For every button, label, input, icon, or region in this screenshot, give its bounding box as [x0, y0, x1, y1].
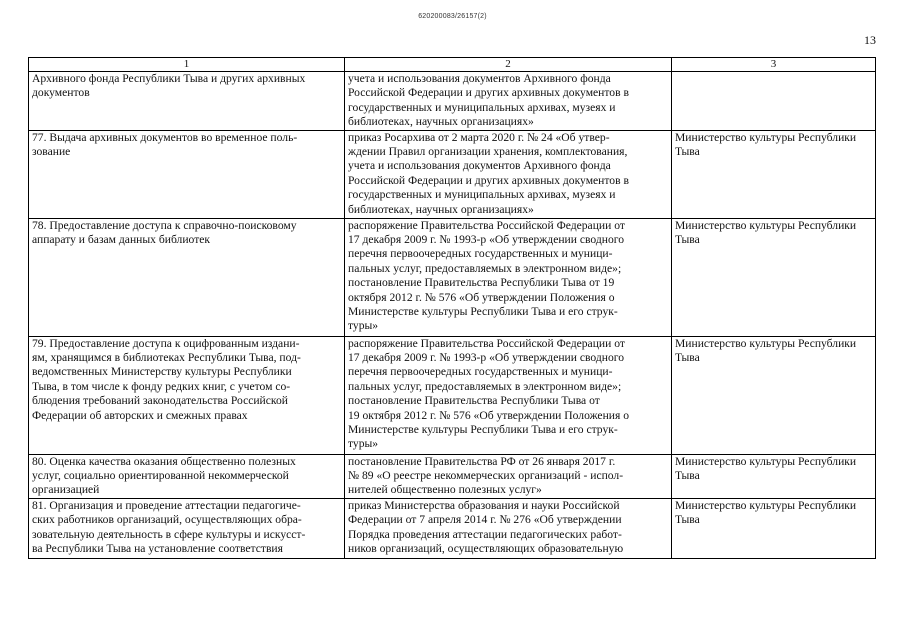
table-row	[29, 130, 876, 218]
service-cell	[29, 454, 345, 498]
service-text: 79. Предоставление доступа к оцифрованным издани- ям, хранящимся в библиотеках Республики Тыва, под- ведомственных Министерству культуры Республики Тыва, в том числе к фонду редких книг, с учетом со- блюдения требований законодательства Российской Федерации об авторских и смежных правах	[32, 336, 301, 422]
basis-cell	[345, 218, 672, 336]
table-row	[29, 336, 876, 454]
authority-text: Министерство культуры Республики Тыва	[675, 498, 857, 527]
basis-cell	[345, 336, 672, 454]
table-row	[29, 454, 876, 498]
service-text: 77. Выдача архивных документов во временное поль- зование	[32, 130, 298, 159]
document-code: 620200083/26157(2)	[418, 13, 487, 20]
authority-cell	[672, 218, 876, 336]
authority-cell	[672, 130, 876, 218]
basis-text: распоряжение Правительства Российской Федерации от 17 декабря 2009 г. № 1993-р «Об утверждении сводного перечня первоочередных государственных и муници- пальных услуг, предоставляемых в электронном виде»; постановление Правительства Республики Тыва от 19 октября 2012 г. № 576 «Об утверждении Положения о Министерстве культуры Республики Тыва и его струк- туры»	[348, 336, 630, 451]
column-header-2: 2	[345, 58, 672, 72]
basis-cell	[345, 454, 672, 498]
basis-text: приказ Росархива от 2 марта 2020 г. № 24 «Об утвер- ждении Правил организации хранения, комплектования, учета и использования документов Архивного фонда Российской Федерации и других архивных документов в государственных и муниципальных архивах, музеях и библиотеках, научных организациях»	[348, 130, 629, 216]
service-text: 78. Предоставление доступа к справочно-поисковому аппарату и базам данных библиотек	[32, 218, 297, 247]
service-text: 80. Оценка качества оказания общественно полезных услуг, социально ориентированной некоммерческой организацией	[32, 454, 296, 497]
basis-text: учета и использования документов Архивного фонда Российской Федерации и других архивных документов в государственных и муниципальных архивах, музеях и библиотеках, научных организациях»	[348, 72, 629, 129]
basis-cell	[345, 72, 672, 131]
service-cell	[29, 218, 345, 336]
basis-text: распоряжение Правительства Российской Федерации от 17 декабря 2009 г. № 1993-р «Об утверждении сводного перечня первоочередных государственных и муници- пальных услуг, предоставляемых в электронном виде»; постановление Правительства Республики Тыва от 19 октября 2012 г. № 576 «Об утверждении Положения о Министерстве культуры Республики Тыва и его струк- туры»	[348, 218, 625, 333]
page-number: 13	[864, 33, 876, 47]
service-text: Архивного фонда Республики Тыва и других архивных документов	[32, 72, 306, 100]
column-header-3: 3	[672, 58, 876, 72]
services-table	[28, 57, 876, 559]
table-header-row	[29, 58, 876, 72]
authority-cell	[672, 72, 876, 131]
basis-text: приказ Министерства образования и науки Российской Федерации от 7 апреля 2014 г. № 276 «Об утверждении Порядка проведения аттестации педагогических работ- ников организаций, осуществляющих образовательную	[348, 498, 624, 556]
service-cell	[29, 336, 345, 454]
authority-text: Министерство культуры Республики Тыва	[675, 130, 857, 159]
service-text: 81. Организация и проведение аттестации педагогиче- ских работников организаций, осуществляющих обра- зовательную деятельность в сфере культуры и искусст- ва Республики Тыва на установление соответствия	[32, 498, 306, 556]
service-cell	[29, 498, 345, 558]
authority-cell	[672, 336, 876, 454]
authority-text: Министерство культуры Республики Тыва	[675, 454, 857, 483]
service-cell	[29, 72, 345, 131]
table-row	[29, 72, 876, 131]
column-header-1: 1	[29, 58, 345, 72]
table-row	[29, 218, 876, 336]
authority-text: Министерство культуры Республики Тыва	[675, 336, 857, 365]
basis-cell	[345, 498, 672, 558]
table-row	[29, 498, 876, 558]
service-cell	[29, 130, 345, 218]
authority-cell	[672, 454, 876, 498]
authority-text: Министерство культуры Республики Тыва	[675, 218, 857, 247]
basis-text: постановление Правительства РФ от 26 января 2017 г. № 89 «О реестре некоммерческих организаций - испол- нителей общественно полезных услуг»	[348, 454, 624, 497]
basis-cell	[345, 130, 672, 218]
authority-cell	[672, 498, 876, 558]
